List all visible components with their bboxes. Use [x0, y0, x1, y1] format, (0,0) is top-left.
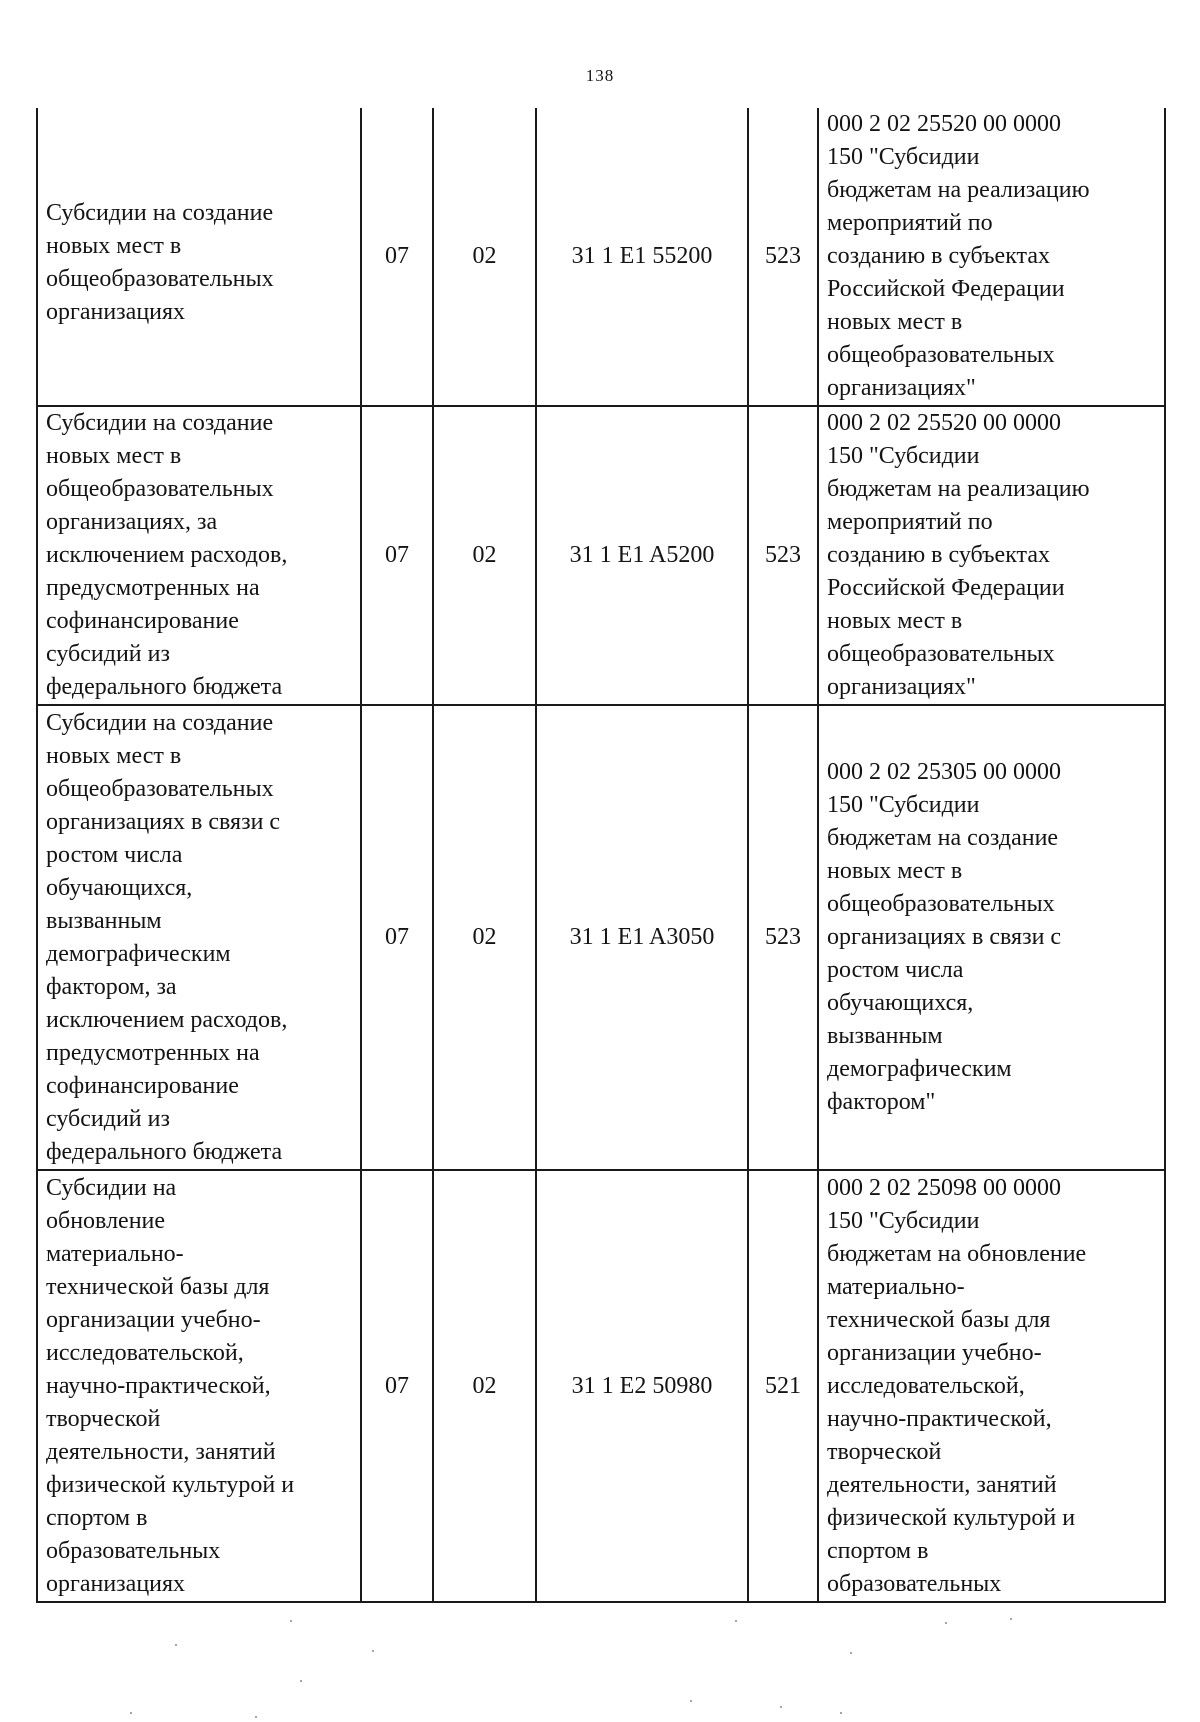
target-article-cell: 31 1 E1 55200: [536, 108, 748, 406]
table-row: [37, 406, 1165, 705]
expense-name-cell: Субсидии на обновление материально- технической базы для организации учебно- исследовательской, научно-практической, творческой деятельности, занятий физической культурой и спортом в образовательных организациях: [37, 1170, 361, 1602]
expense-name-cell: Субсидии на создание новых мест в общеобразовательных организациях, за исключением расходов, предусмотренных на софинансирование субсидий из федерального бюджета: [37, 406, 361, 705]
target-article-cell: 31 1 E1 A3050: [536, 705, 748, 1170]
table-row: [37, 705, 1165, 1170]
section-code-cell: 07: [361, 406, 433, 705]
income-code-cell: 000 2 02 25098 00 0000 150 "Субсидии бюджетам на обновление материально- технической базы для организации учебно- исследовательской, научно-практической, творческой деятельности, занятий физической культурой и спортом в образовательных: [818, 1170, 1165, 1602]
table-row: [37, 1170, 1165, 1602]
expense-type-cell: 523: [748, 406, 818, 705]
subsection-code-cell: 02: [433, 1170, 536, 1602]
expense-type-cell: 521: [748, 1170, 818, 1602]
budget-classification-table: [36, 108, 1166, 1603]
expense-name-cell: Субсидии на создание новых мест в общеобразовательных организациях в связи с ростом числа обучающихся, вызванным демографическим фактором, за исключением расходов, предусмотренных на софинансирование субсидий из федерального бюджета: [37, 705, 361, 1170]
expense-type-cell: 523: [748, 108, 818, 406]
subsection-code-cell: 02: [433, 406, 536, 705]
expense-name-cell: Субсидии на создание новых мест в общеобразовательных организациях: [37, 108, 361, 406]
income-code-cell: 000 2 02 25520 00 0000 150 "Субсидии бюджетам на реализацию мероприятий по созданию в субъектах Российской Федерации новых мест в общеобразовательных организациях": [818, 108, 1165, 406]
subsection-code-cell: 02: [433, 108, 536, 406]
target-article-cell: 31 1 E1 A5200: [536, 406, 748, 705]
income-code-cell: 000 2 02 25520 00 0000 150 "Субсидии бюджетам на реализацию мероприятий по созданию в субъектах Российской Федерации новых мест в общеобразовательных организациях": [818, 406, 1165, 705]
target-article-cell: 31 1 E2 50980: [536, 1170, 748, 1602]
table-row: [37, 108, 1165, 406]
income-code-cell: 000 2 02 25305 00 0000 150 "Субсидии бюджетам на создание новых мест в общеобразовательных организациях в связи с ростом числа обучающихся, вызванным демографическим фактором": [818, 705, 1165, 1170]
section-code-cell: 07: [361, 108, 433, 406]
subsection-code-cell: 02: [433, 705, 536, 1170]
expense-type-cell: 523: [748, 705, 818, 1170]
section-code-cell: 07: [361, 705, 433, 1170]
page-number: 138: [585, 66, 615, 85]
section-code-cell: 07: [361, 1170, 433, 1602]
